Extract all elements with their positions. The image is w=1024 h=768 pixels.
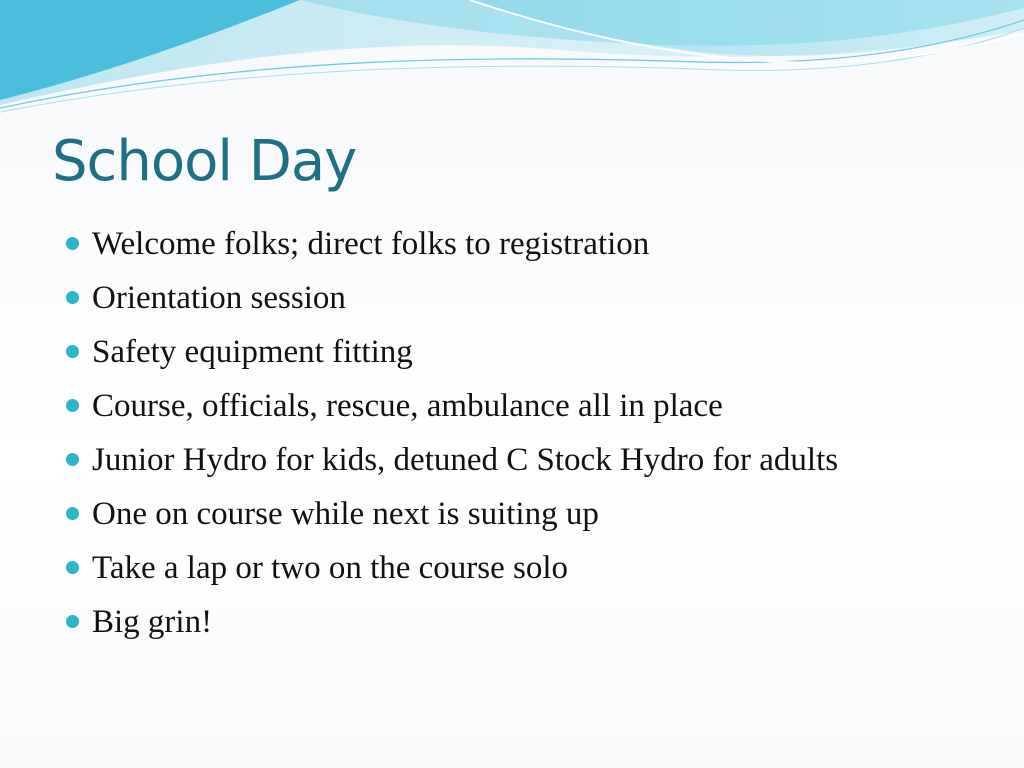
- list-item: [64, 600, 864, 644]
- bullet-dot-icon: [66, 453, 79, 466]
- bullet-dot-icon: [66, 561, 79, 574]
- bullet-dot-icon: [66, 507, 79, 520]
- list-item-text: Course, officials, rescue, ambulance all in place: [92, 388, 723, 424]
- list-item: [64, 492, 864, 536]
- list-item-text: Take a lap or two on the course solo: [92, 550, 569, 586]
- list-item-text: One on course while next is suiting up: [92, 496, 599, 532]
- list-item: [64, 384, 864, 428]
- bullet-dot-icon: [66, 291, 79, 304]
- list-item-text: Big grin!: [92, 604, 213, 640]
- list-item-text: Junior Hydro for kids, detuned C Stock Hydro for adults: [92, 442, 839, 478]
- list-item: [64, 438, 864, 482]
- list-item: [64, 222, 864, 266]
- bullet-dot-icon: [66, 615, 79, 628]
- bullet-dot-icon: [66, 399, 79, 412]
- list-item-text: Safety equipment fitting: [92, 334, 413, 370]
- list-item: [64, 546, 864, 590]
- bullet-dot-icon: [66, 345, 79, 358]
- list-item-text: Welcome folks; direct folks to registration: [92, 226, 650, 262]
- list-item: [64, 276, 864, 320]
- header-wave-decoration: [0, 0, 1024, 120]
- list-item: [64, 330, 864, 374]
- slide-title: School Day: [52, 129, 357, 194]
- bullet-dot-icon: [66, 237, 79, 250]
- bullet-list: [64, 222, 864, 654]
- list-item-text: Orientation session: [92, 280, 346, 316]
